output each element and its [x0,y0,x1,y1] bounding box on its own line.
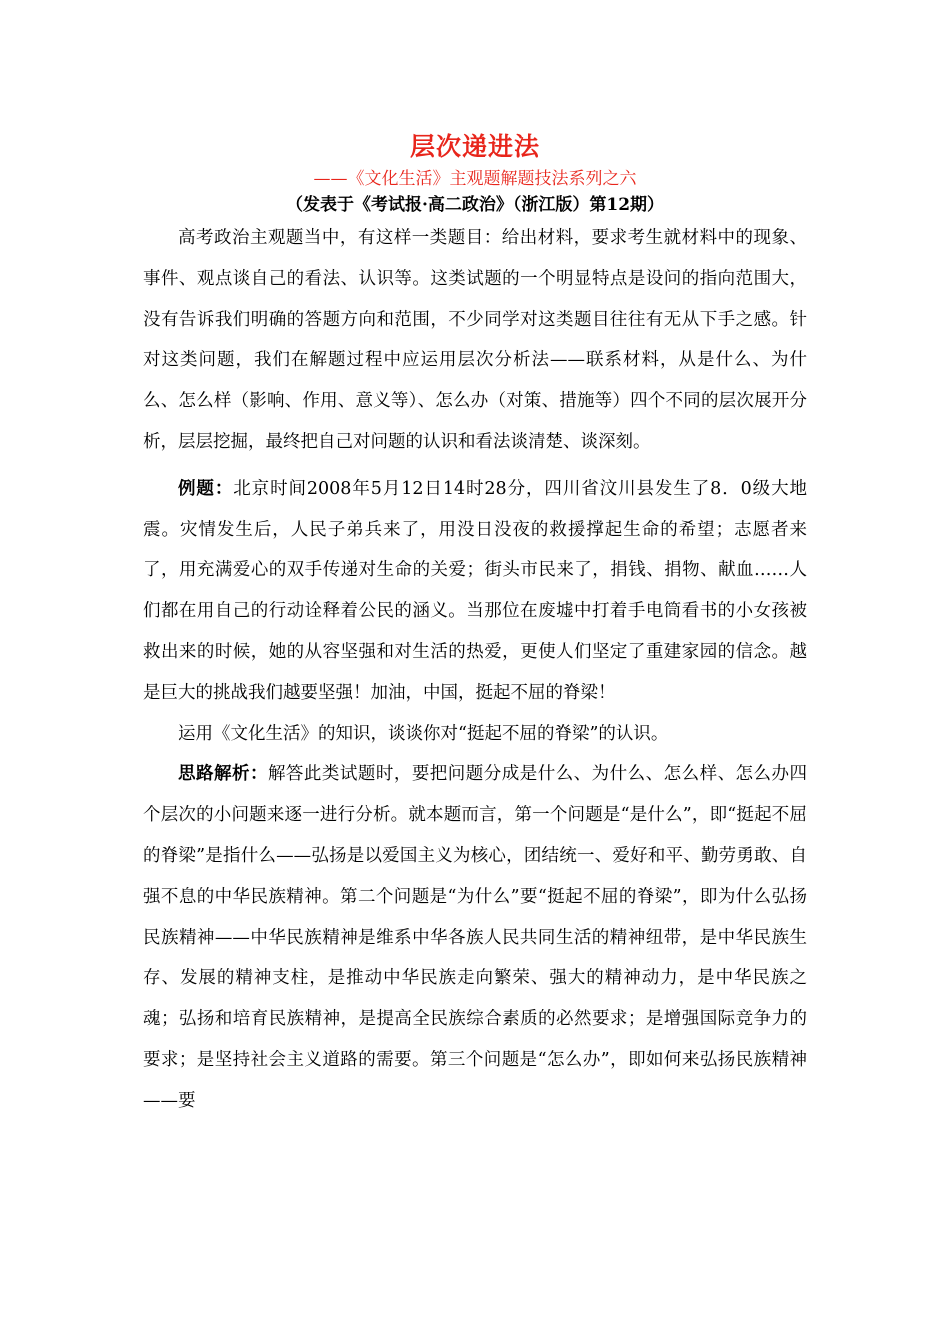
analysis-label: 思路解析： [178,764,268,785]
example-label: 例题： [178,478,234,499]
document-subtitle: ——《文化生活》主观题解题技法系列之六 [313,169,637,189]
question-paragraph: 运用《文化生活》的知识，谈谈你对“挺起不屈的脊梁”的认识。 [178,723,669,744]
analysis-paragraph [143,754,807,1121]
document-title: 层次递进法 [409,132,540,161]
example-paragraph [143,469,807,714]
example-text: 北京时间2008年5月12日14时28分，四川省汶川县发生了8．0级大地震。灾情发生后，人民子弟兵来了，用没日没夜的救援撑起生命的希望；志愿者来了，用充满爱心的双手传递对生命的关爱；街头市民来了，捐钱、捐物、献血……人们都在用自己的行动诠释着公民的涵义。当那位在废墟中打着手电筒看书的小女孩被救出来的时候，她的从容坚强和对生活的热爱，更使人们坚定了重建家园的信念。越是巨大的挑战我们越要坚强！加油，中国，挺起不屈的脊梁！ [143,478,807,703]
intro-paragraph: 高考政治主观题当中，有这样一类题目：给出材料，要求考生就材料中的现象、事件、观点谈自己的看法、认识等。这类试题的一个明显特点是设问的指向范围大，没有告诉我们明确的答题方向和范围，不少同学对这类题目往往有无从下手之感。针对这类问题，我们在解题过程中应运用层次分析法——联系材料，从是什么、为什么、怎么样（影响、作用、意义等）、怎么办（对策、措施等）四个不同的层次展开分析，层层挖掘，最终把自己对问题的认识和看法谈清楚、谈深刻。 [143,228,807,452]
analysis-text: 解答此类试题时，要把问题分成是什么、为什么、怎么样、怎么办四个层次的小问题来逐一进行分析。就本题而言，第一个问题是“是什么”，即“挺起不屈的脊梁”是指什么——弘扬是以爱国主义为核心，团结统一、爱好和平、勤劳勇敢、自强不息的中华民族精神。第二个问题是“为什么”要“挺起不屈的脊梁”，即为什么弘扬民族精神——中华民族精神是维系中华各族人民共同生活的精神纽带，是中华民族生存、发展的精神支柱，是推动中华民族走向繁荣、强大的精神动力，是中华民族之魂；弘扬和培育民族精神，是提高全民族综合素质的必然要求；是增强国际竞争力的要求；是坚持社会主义道路的需要。第三个问题是“怎么办”，即如何来弘扬民族精神——要 [143,764,808,1111]
document-page [143,128,807,1122]
publication-note: （发表于《考试报·高二政治》（浙江版）第12期） [285,195,665,215]
